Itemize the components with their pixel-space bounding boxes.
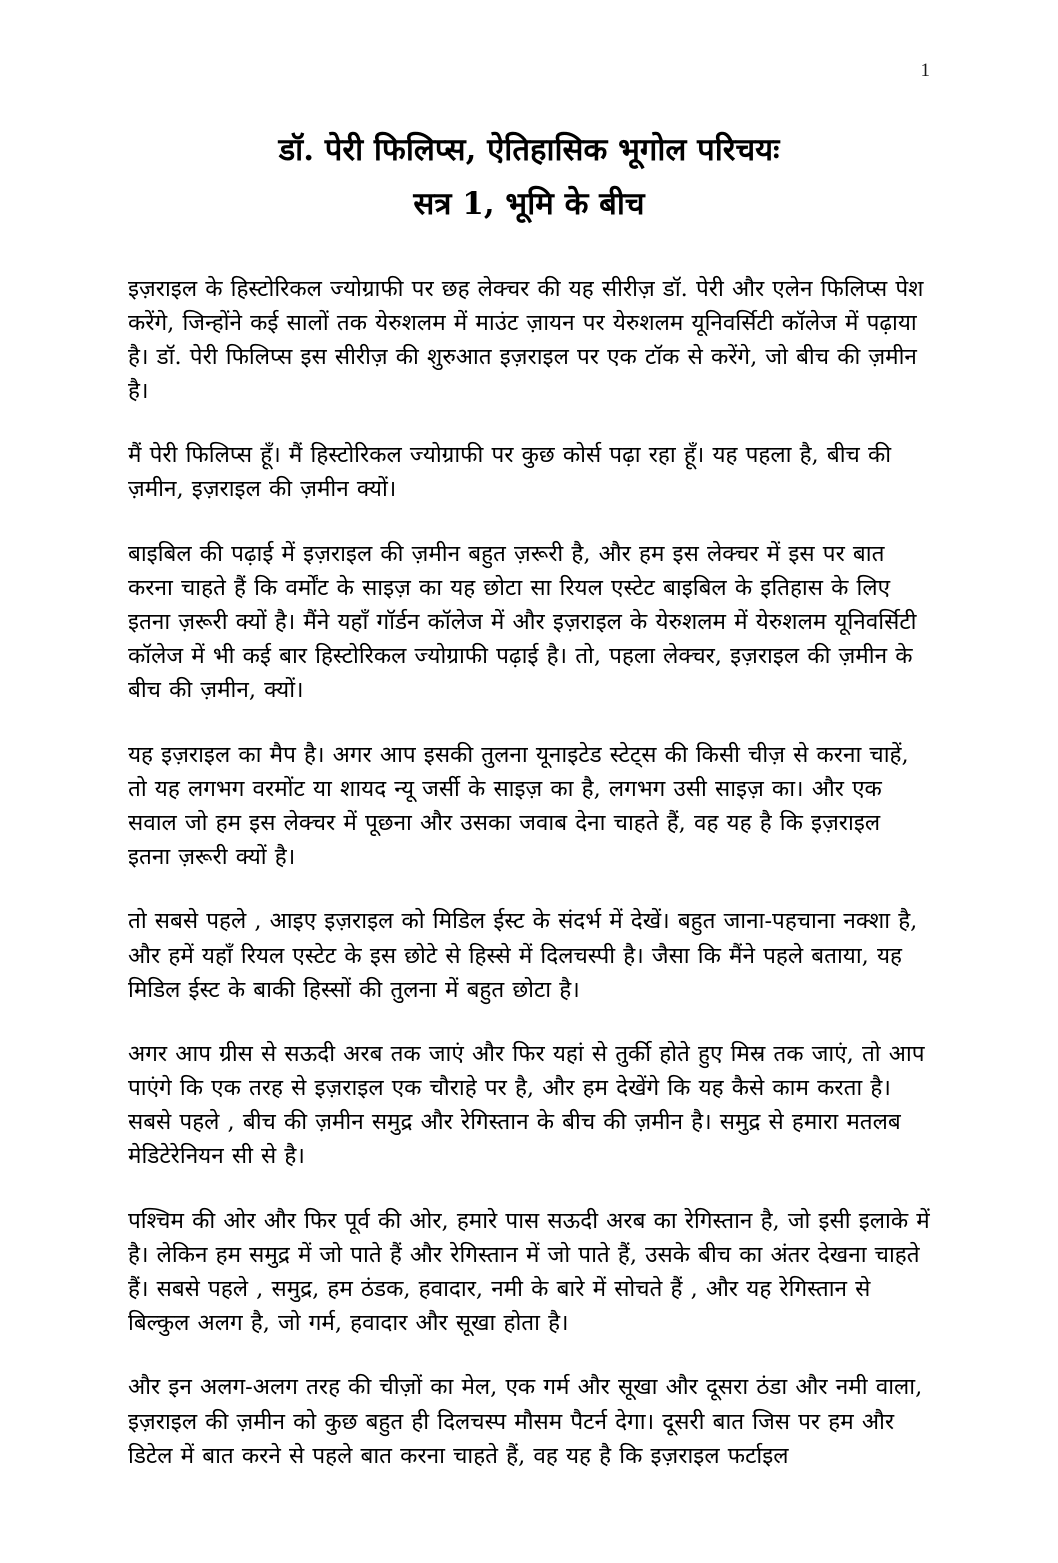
page-number: 1 <box>920 60 930 81</box>
paragraph: मैं पेरी फिलिप्स हूँ। मैं हिस्टोरिकल ज्योग्राफी पर कुछ कोर्स पढ़ा रहा हूँ। यह पहला है, बीच की ज़मीन, इज़राइल की ज़मीन क्यों। <box>128 442 892 503</box>
document-title <box>128 123 930 232</box>
paragraph: और इन अलग-अलग तरह की चीज़ों का मेल, एक गर्म और सूखा और दूसरा ठंडा और नमी वाला, इज़राइल की ज़मीन को कुछ बहुत ही दिलचस्प मौसम पैटर्न देगा। दूसरी बात जिस पर हम और डिटेल में बात करने से पहले बात करना चाहते हैं, वह यह है कि इज़राइल फर्टाइल <box>128 1374 923 1469</box>
title-line-1: डॉ. पेरी फिलिप्स, ऐतिहासिक भूगोल परिचयः <box>278 132 780 168</box>
paragraph: पश्चिम की ओर और फिर पूर्व की ओर, हमारे पास सऊदी अरब का रेगिस्तान है, जो इसी इलाके में है। लेकिन हम समुद्र में जो पाते हैं और रेगिस्तान में जो पाते हैं, उसके बीच का अंतर देखना चाहते हैं। सबसे पहले , समुद्र, हम ठंडक, हवादार, नमी के बारे में सोचते हैं , और यह रेगिस्तान से बिल्कुल अलग है, जो गर्म, हवादार और सूखा होता है। <box>128 1207 930 1337</box>
title-line-2: सत्र 1, भूमि के बीच <box>413 186 645 223</box>
paragraph: बाइबिल की पढ़ाई में इज़राइल की ज़मीन बहुत ज़रूरी है, और हम इस लेक्चर में इस पर बात करना चाहते हैं कि वर्मोंट के साइज़ का यह छोटा सा रियल एस्टेट बाइबिल के इतिहास के लिए इतना ज़रूरी क्यों है। मैंने यहाँ गॉर्डन कॉलेज में और इज़राइल के येरुशलम में येरुशलम यूनिवर्सिटी कॉलेज में भी कई बार हिस्टोरिकल ज्योग्राफी पढ़ाई है। तो, पहला लेक्चर, इज़राइल की ज़मीन के बीच की ज़मीन, क्यों। <box>128 540 917 704</box>
paragraph: अगर आप ग्रीस से सऊदी अरब तक जाएं और फिर यहां से तुर्की होते हुए मिस्र तक जाएं, तो आप पाएंगे कि एक तरह से इज़राइल एक चौराहे पर है, और हम देखेंगे कि यह कैसे काम करता है। सबसे पहले , बीच की ज़मीन समुद्र और रेगिस्तान के बीच की ज़मीन है। समुद्र से हमारा मतलब मेडिटेरेनियन सी से है। <box>128 1040 925 1170</box>
paragraph: इज़राइल के हिस्टोरिकल ज्योग्राफी पर छह लेक्चर की यह सीरीज़ डॉ. पेरी और एलेन फिलिप्स पेश करेंगे, जिन्होंने कई सालों तक येरुशलम में माउंट ज़ायन पर येरुशलम यूनिवर्सिटी कॉलेज में पढ़ाया है। डॉ. पेरी फिलिप्स इस सीरीज़ की शुरुआत इज़राइल पर एक टॉक से करेंगे, जो बीच की ज़मीन है। <box>128 275 924 405</box>
document-body <box>128 272 930 1473</box>
paragraph: यह इज़राइल का मैप है। अगर आप इसकी तुलना यूनाइटेड स्टेट्स की किसी चीज़ से करना चाहें, तो यह लगभग वरमोंट या शायद न्यू जर्सी के साइज़ का है, लगभग उसी साइज़ का। और एक सवाल जो हम इस लेक्चर में पूछना और उसका जवाब देना चाहते हैं, वह यह है कि इज़राइल इतना ज़रूरी क्यों है। <box>128 741 909 871</box>
paragraph: तो सबसे पहले , आइए इज़राइल को मिडिल ईस्ट के संदर्भ में देखें। बहुत जाना-पहचाना नक्शा है, और हमें यहाँ रियल एस्टेट के इस छोटे से हिस्से में दिलचस्पी है। जैसा कि मैंने पहले बताया, यह मिडिल ईस्ट के बाकी हिस्सों की तुलना में बहुत छोटा है। <box>128 908 918 1003</box>
